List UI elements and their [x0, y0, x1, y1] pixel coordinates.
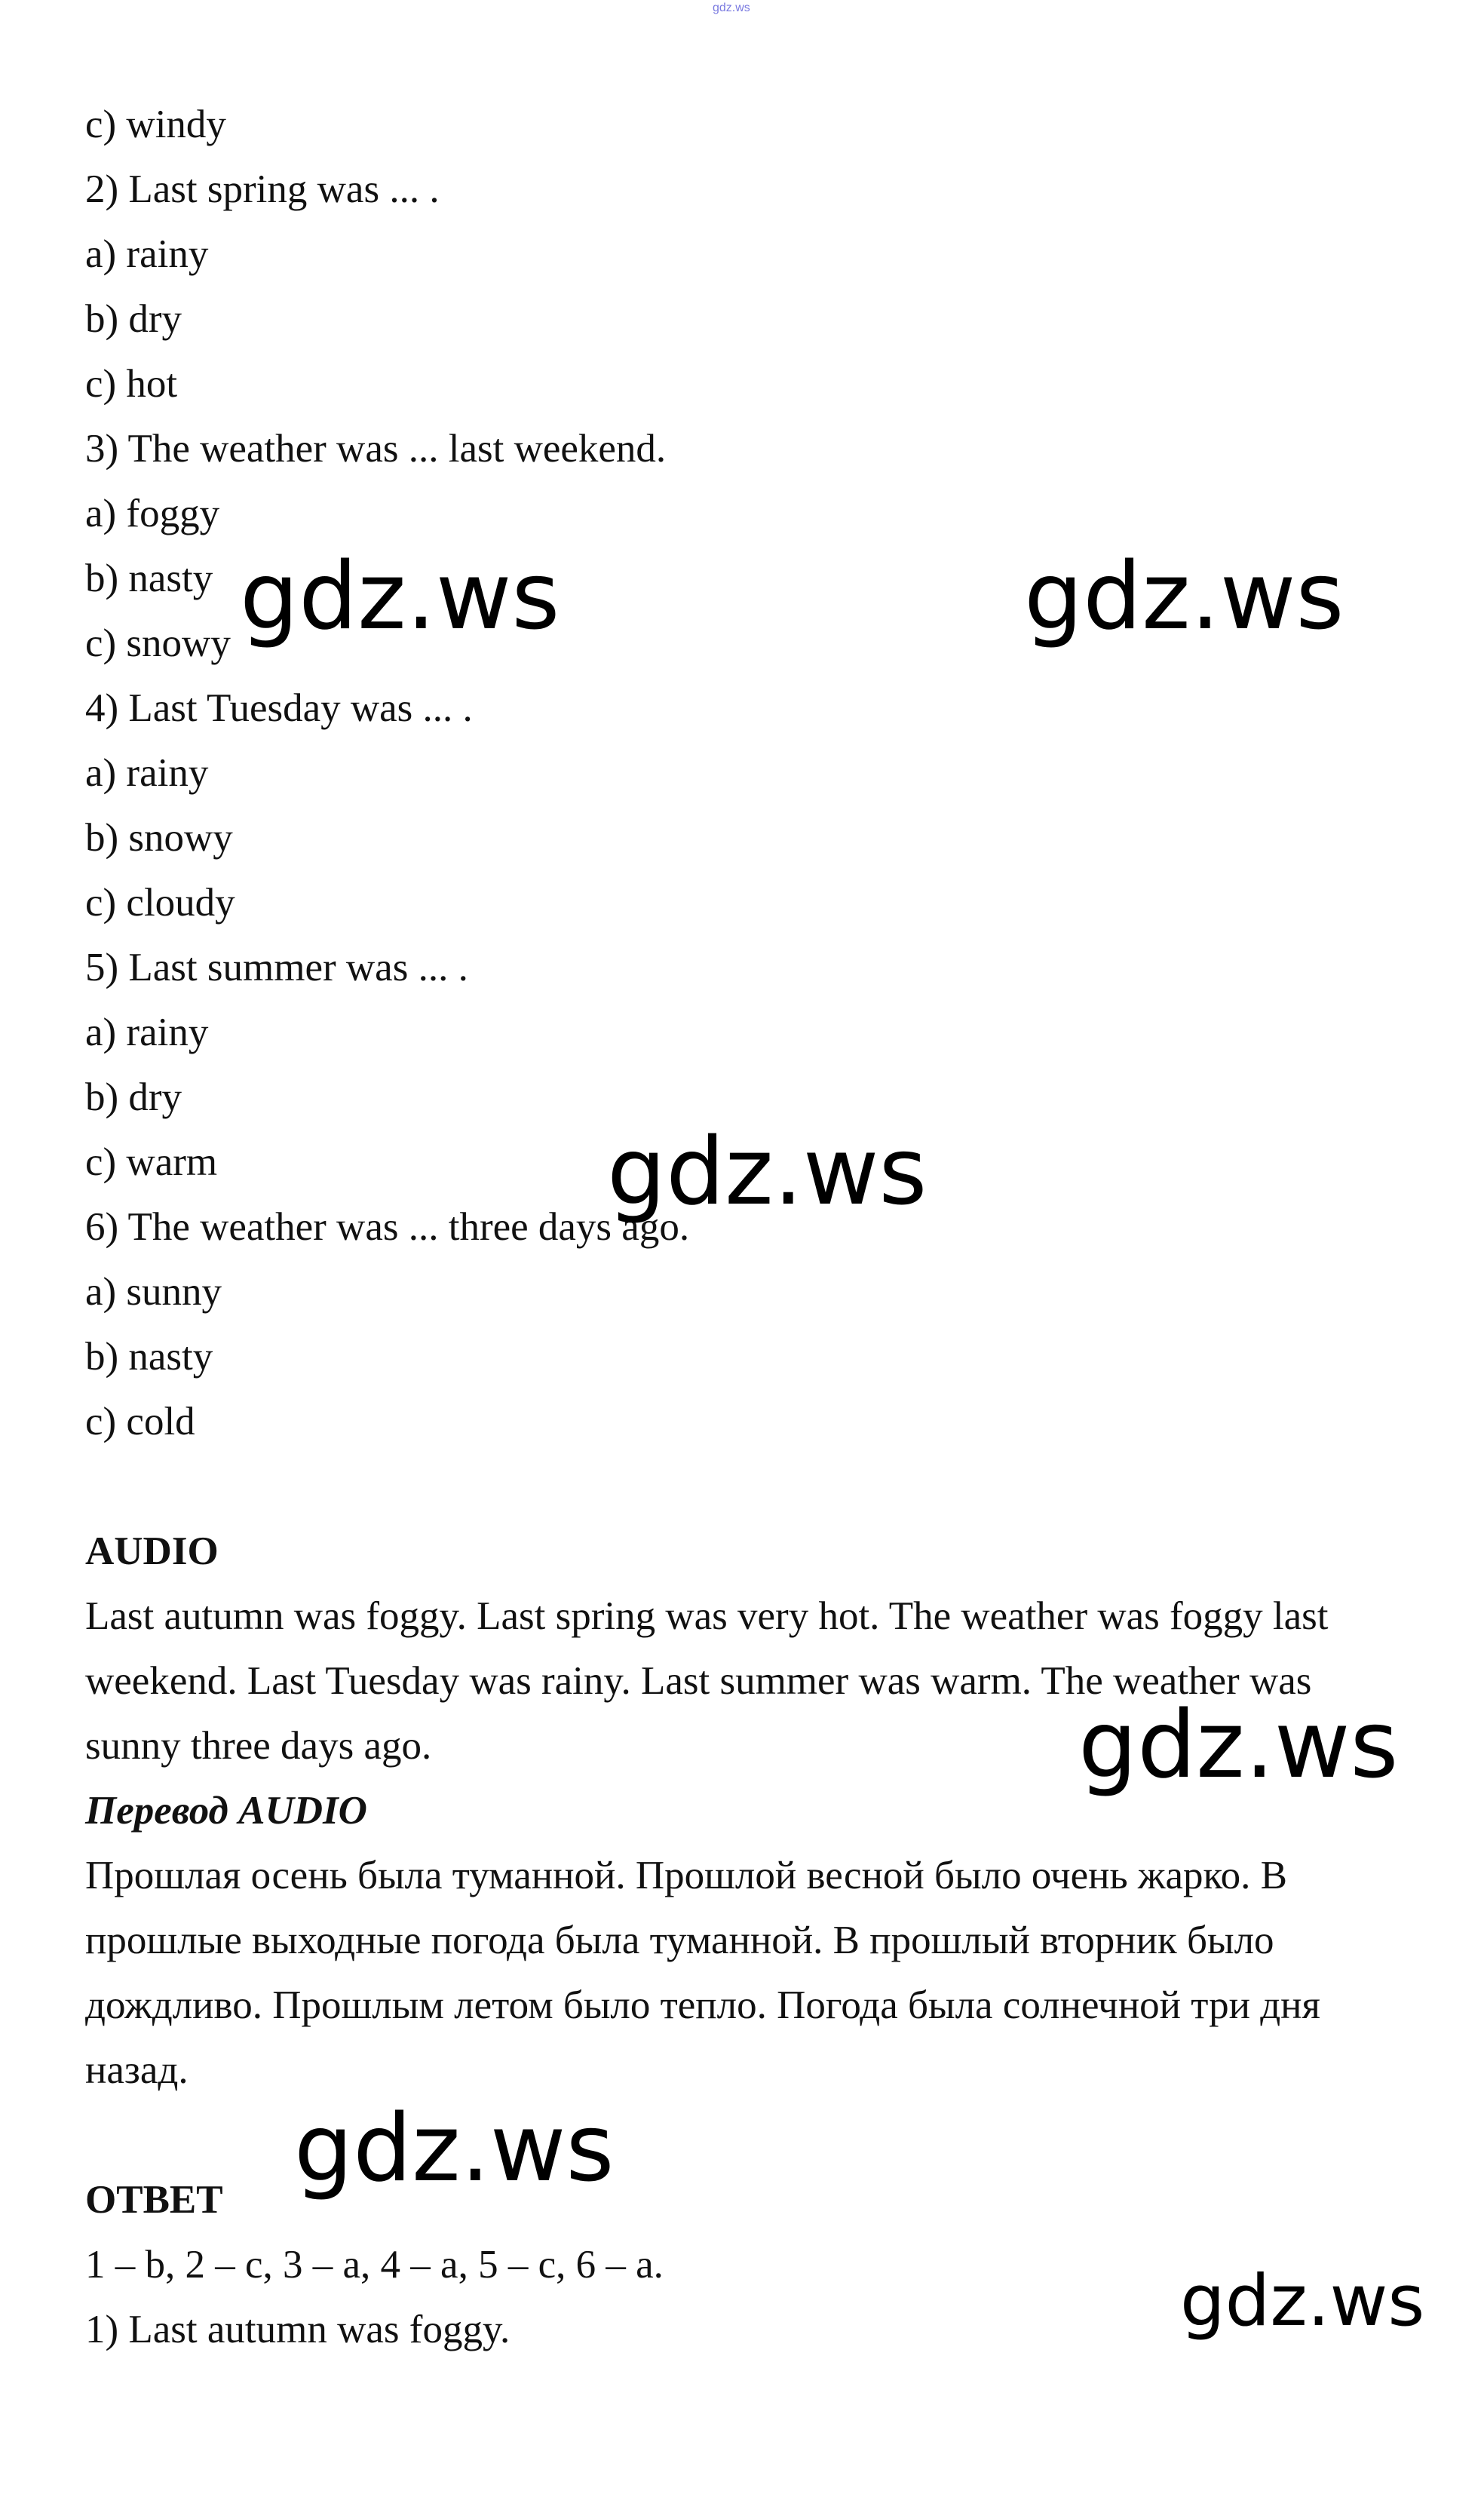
watermark-logo: gdz.ws: [1024, 543, 1344, 651]
watermark-logo: gdz.ws: [1180, 2260, 1425, 2342]
quiz-option: b) nasty: [85, 1335, 213, 1379]
quiz-option: a) rainy: [85, 232, 209, 276]
quiz-option: b) dry: [85, 297, 182, 341]
quiz-option: c) snowy: [85, 621, 231, 665]
section-gap: [85, 2103, 1412, 2167]
quiz-option: a) rainy: [85, 751, 209, 795]
quiz-question: 4) Last Tuesday was ... .: [85, 686, 473, 730]
quiz-option: a) sunny: [85, 1270, 222, 1314]
quiz-question: 2) Last spring was ... .: [85, 167, 440, 211]
section-gap: [85, 1454, 1412, 1519]
watermark-logo: gdz.ws: [294, 2095, 615, 2203]
quiz-option: c) cold: [85, 1400, 195, 1443]
translation-text: Прошлая осень была туманной. Прошлой весной было очень жарко. В прошлые выходные погода была туманной. В прошлый вторник было дождливо. Прошлым летом было тепло. Погода была солнечной три дня назад.: [85, 1854, 1320, 2092]
quiz-option: a) foggy: [85, 492, 220, 535]
audio-text: Last autumn was foggy. Last spring was very hot. The weather was foggy last weekend. Last Tuesday was rainy. Last summer was warm. The weather was sunny three days ago.: [85, 1594, 1329, 1768]
quiz-option: b) dry: [85, 1075, 182, 1119]
quiz-option: c) cloudy: [85, 881, 235, 925]
audio-heading: AUDIO: [85, 1529, 219, 1573]
watermark-logo: gdz.ws: [240, 543, 560, 651]
translation-heading: Перевод AUDIO: [85, 1789, 367, 1833]
quiz-option: c) hot: [85, 362, 178, 406]
quiz-option: a) rainy: [85, 1011, 209, 1054]
header-watermark: gdz.ws: [713, 2, 750, 14]
quiz-question: 3) The weather was ... last weekend.: [85, 427, 667, 471]
quiz-option: c) warm: [85, 1140, 218, 1184]
answer-first-sentence: 1) Last autumn was foggy.: [85, 2308, 511, 2351]
quiz-line: c) windy: [85, 103, 226, 146]
watermark-logo: gdz.ws: [607, 1118, 928, 1226]
document-body: [85, 92, 1412, 2362]
answer-key: 1 – b, 2 – c, 3 – a, 4 – a, 5 – c, 6 – a.: [85, 2243, 664, 2287]
answer-heading: ОТВЕТ: [85, 2178, 223, 2222]
quiz-option: b) nasty: [85, 557, 213, 600]
quiz-question: 5) Last summer was ... .: [85, 946, 468, 989]
watermark-logo: gdz.ws: [1078, 1692, 1399, 1799]
quiz-option: b) snowy: [85, 816, 233, 860]
quiz-question: 6) The weather was ... three days ago.: [85, 1205, 690, 1249]
